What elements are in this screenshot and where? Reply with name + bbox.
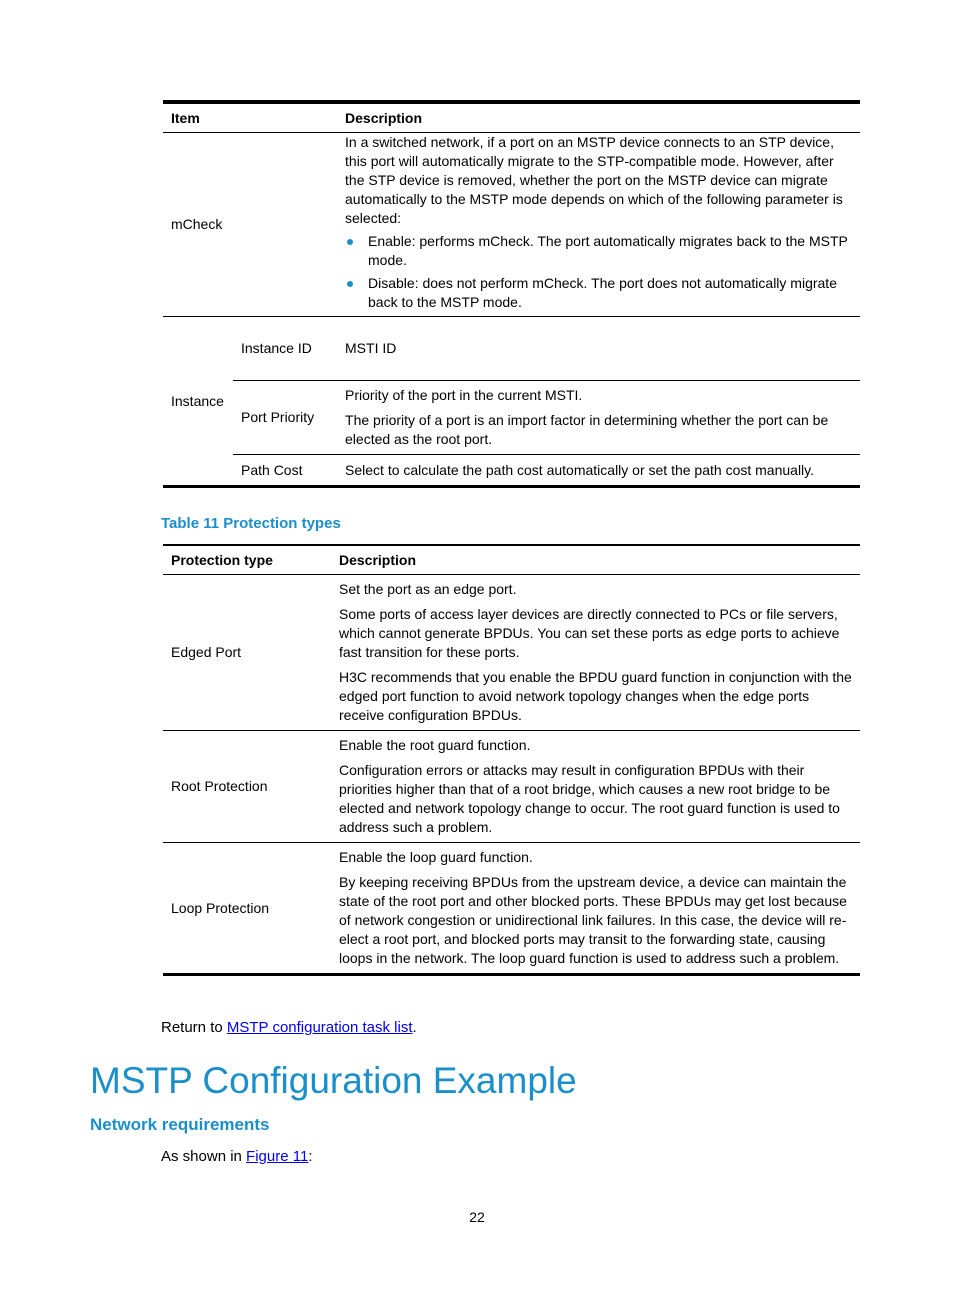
subsection-heading: Network requirements [90, 1115, 270, 1134]
figure-11-link[interactable]: Figure 11 [246, 1148, 309, 1165]
table-header-row [163, 545, 860, 575]
return-line [161, 1018, 417, 1037]
description-text: By keeping receiving BPDUs from the upstream device, a device can maintain the state of the root port and other blocked ports. These BPDUs may get lost because of network congestion or unidirectional link failures. In this case, the device will re-elect a root port, and blocked ports may transit to the forwarding state, causing loops in the network. The loop guard function is used to address such a problem. [339, 874, 847, 966]
description-text: Some ports of access layer devices are directly connected to PCs or file servers, which cannot generate BPDUs. You can set these ports as edge ports to achieve fast transition for these ports. [339, 606, 840, 660]
description-text: Enable the root guard function. [339, 737, 531, 753]
description-text: Configuration errors or attacks may result in configuration BPDUs with their priorities higher than that of a root bridge, which causes a new root bridge to be elected and network topology change to occur. The root guard function is used to address such a problem. [339, 762, 840, 835]
port-parameters-table [163, 100, 860, 488]
column-header-item: Item [163, 102, 337, 133]
description-cell [331, 731, 860, 843]
item-cell: Instance [171, 392, 224, 409]
bullet-list [345, 232, 852, 312]
description-text: Set the port as an edge port. [339, 581, 517, 597]
table-row-instance-id [163, 317, 860, 381]
return-punct: . [412, 1019, 417, 1036]
description-text: H3C recommends that you enable the BPDU guard function in conjunction with the edged port function to avoid network topology changes when the edge ports receive configuration BPDUs. [339, 669, 852, 723]
sub-item-cell: Path Cost [233, 455, 337, 487]
list-item-text: Disable: does not perform mCheck. The port does not automatically migrate back to the MSTP mode. [368, 275, 837, 310]
column-header-description: Description [337, 102, 860, 133]
type-cell: Loop Protection [171, 899, 270, 916]
as-shown-text: As shown in [161, 1148, 247, 1165]
table-caption: Table 11 Protection types [161, 515, 341, 532]
table-row [163, 575, 860, 731]
description-cell [337, 381, 860, 455]
list-item-text: Enable: performs mCheck. The port automatically migrates back to the MSTP mode. [368, 233, 848, 268]
table-row-mcheck [163, 133, 860, 317]
table-row [163, 843, 860, 975]
table-row [163, 731, 860, 843]
table-header-row [163, 102, 860, 133]
description-cell [337, 133, 860, 317]
description-text: In a switched network, if a port on an MSTP device connects to an STP device, this port will automatically migrate to the STP-compatible mode. However, after the STP device is removed, whether the port on the MSTP device can migrate automatically to the MSTP mode depends on which of the following parameter is selected: [345, 134, 843, 226]
bullet-icon [347, 281, 353, 287]
description-text: Enable the loop guard function. [339, 849, 533, 865]
table-row-port-priority [163, 381, 860, 455]
description-text: Select to calculate the path cost automatically or set the path cost manually. [345, 461, 815, 478]
description-cell [337, 317, 860, 381]
sub-item-cell: Instance ID [241, 340, 312, 356]
mstp-task-list-link[interactable]: MSTP configuration task list [226, 1019, 413, 1036]
page-number: 22 [469, 1209, 485, 1225]
sub-item-cell: Port Priority [233, 381, 337, 455]
item-cell: mCheck [163, 133, 337, 317]
description-cell [337, 455, 860, 487]
table-row-path-cost [163, 455, 860, 487]
description-cell [331, 843, 860, 975]
as-shown-line [161, 1147, 312, 1166]
as-shown-punct: : [308, 1148, 313, 1165]
return-text: Return to [161, 1019, 227, 1036]
bullet-icon [347, 239, 353, 245]
description-text: The priority of a port is an import factor in determining whether the port can be elected as the root port. [345, 412, 829, 447]
column-header-protection-type: Protection type [163, 545, 331, 575]
column-header-description: Description [331, 545, 860, 575]
section-heading: MSTP Configuration Example [90, 1060, 577, 1101]
type-cell: Root Protection [163, 731, 331, 843]
description-text: Priority of the port in the current MSTI. [345, 387, 583, 403]
description-cell [331, 575, 860, 731]
description-text: MSTI ID [345, 340, 397, 356]
type-cell: Edged Port [163, 575, 331, 731]
list-item [345, 232, 852, 270]
protection-types-table [163, 544, 860, 976]
list-item [345, 274, 852, 312]
